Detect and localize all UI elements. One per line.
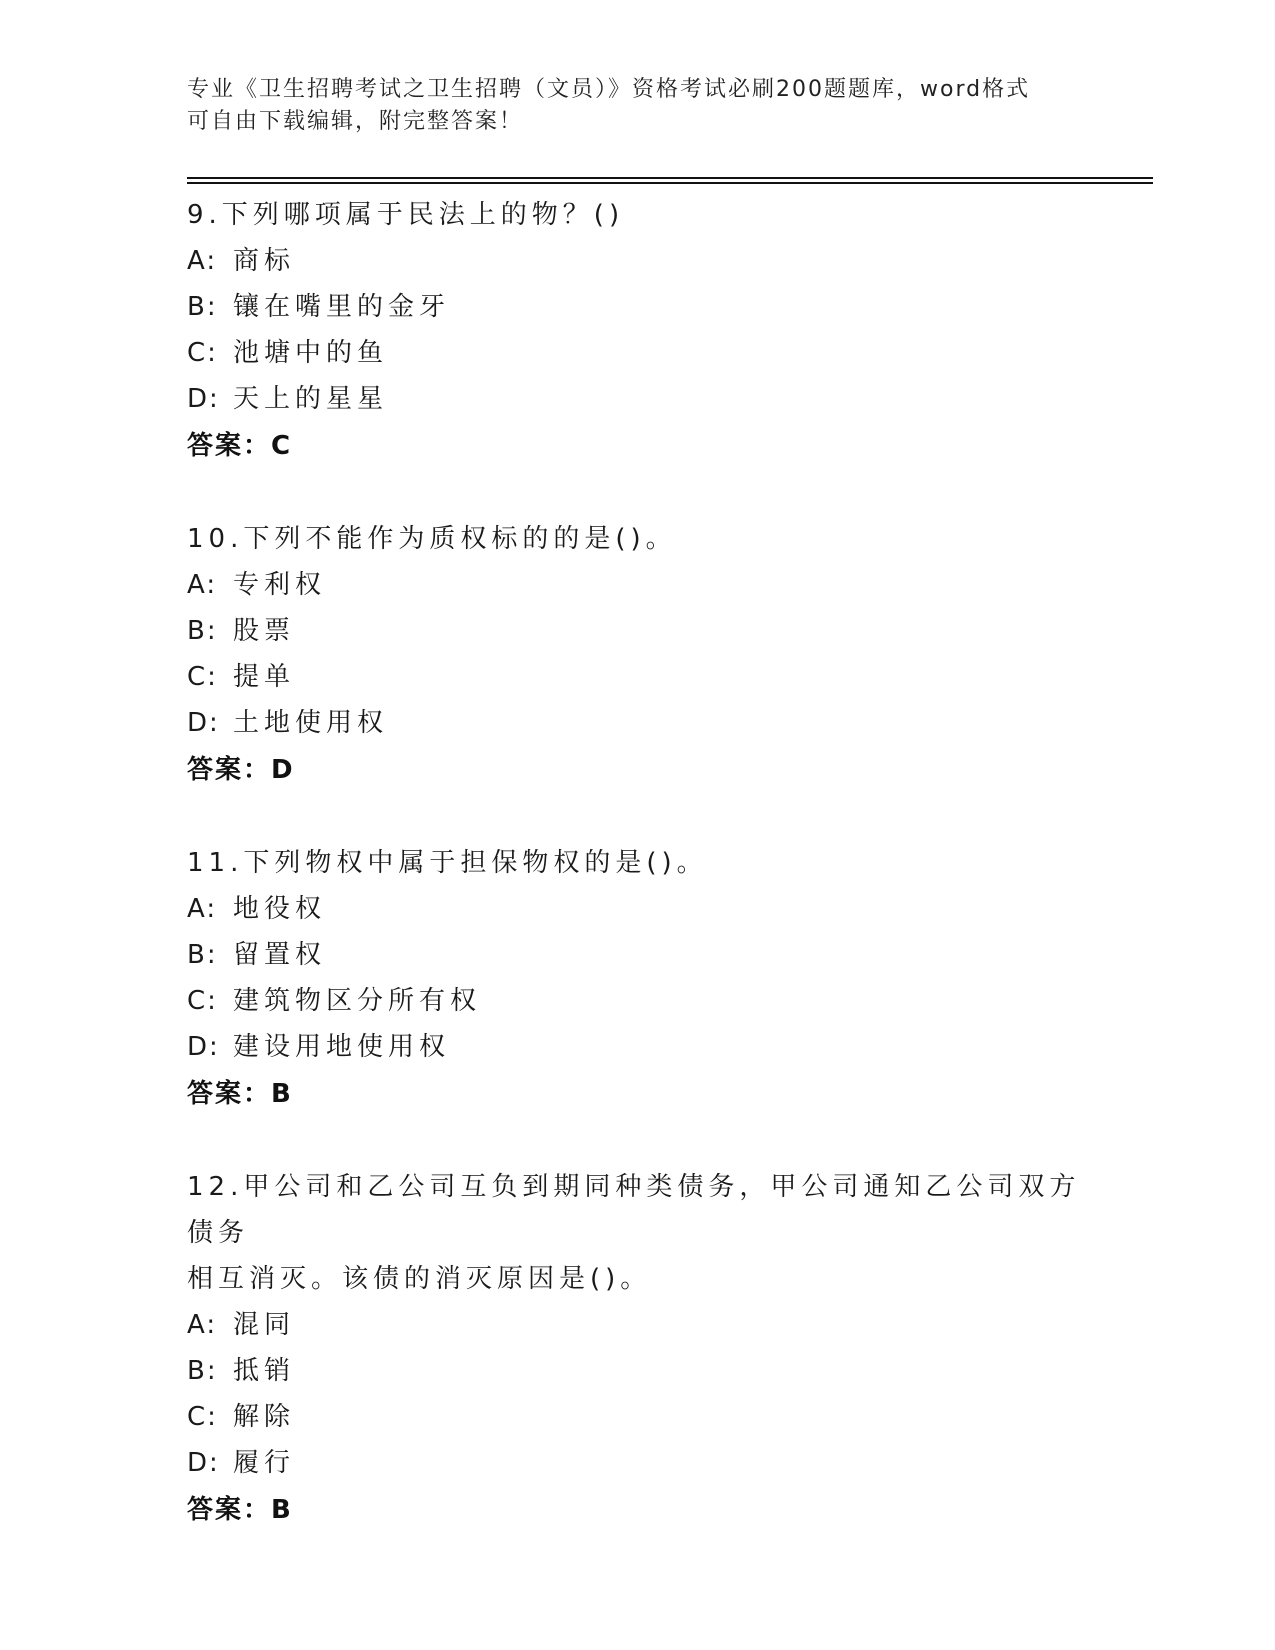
- option-text: 提单: [233, 662, 296, 692]
- document-header: [187, 74, 1087, 138]
- option-text: 混同: [233, 1310, 296, 1340]
- question-line: 9.下列哪项属于民法上的物？(): [187, 200, 625, 230]
- option-a: [187, 562, 1087, 608]
- option-letter: D:: [187, 708, 220, 738]
- question-block: [187, 192, 1087, 470]
- option-letter: D:: [187, 1448, 220, 1478]
- option-text: 土地使用权: [233, 708, 389, 738]
- option-text: 镶在嘴里的金牙: [233, 292, 451, 322]
- option-c: [187, 978, 1087, 1024]
- option-text: 解除: [233, 1402, 296, 1432]
- option-letter: B:: [187, 616, 218, 646]
- question-block: [187, 840, 1087, 1118]
- question-block: [187, 516, 1087, 794]
- option-text: 池塘中的鱼: [233, 338, 389, 368]
- answer-line: 答案：B: [187, 1079, 293, 1109]
- option-b: [187, 608, 1087, 654]
- option-letter: C:: [187, 1402, 218, 1432]
- option-text: 商标: [233, 246, 296, 276]
- header-divider-top: [187, 177, 1153, 179]
- option-text: 地役权: [233, 894, 327, 924]
- option-a: [187, 1302, 1087, 1348]
- option-letter: B:: [187, 940, 218, 970]
- option-letter: A:: [187, 1310, 218, 1340]
- answer-line: 答案：B: [187, 1495, 293, 1525]
- option-c: [187, 330, 1087, 376]
- option-letter: C:: [187, 338, 218, 368]
- option-d: [187, 1024, 1087, 1070]
- option-text: 专利权: [233, 570, 327, 600]
- option-a: [187, 886, 1087, 932]
- option-b: [187, 932, 1087, 978]
- question-block: [187, 1164, 1087, 1534]
- question-text: [187, 516, 1087, 562]
- option-text: 留置权: [233, 940, 327, 970]
- option-letter: C:: [187, 986, 218, 1016]
- option-text: 股票: [233, 616, 296, 646]
- option-d: [187, 700, 1087, 746]
- option-letter: B:: [187, 292, 218, 322]
- option-text: 天上的星星: [233, 384, 389, 414]
- question-text: [187, 1164, 1087, 1302]
- question-line: 10.下列不能作为质权标的的是()。: [187, 524, 677, 554]
- option-text: 建筑物区分所有权: [233, 986, 482, 1016]
- option-letter: A:: [187, 894, 218, 924]
- header-line-1: 专业《卫生招聘考试之卫生招聘（文员）》资格考试必刷200题题库，word格式: [187, 77, 1031, 102]
- option-letter: B:: [187, 1356, 218, 1386]
- question-line: 相互消灭。该债的消灭原因是()。: [187, 1264, 652, 1294]
- option-letter: D:: [187, 1032, 220, 1062]
- option-letter: A:: [187, 570, 218, 600]
- option-letter: C:: [187, 662, 218, 692]
- option-c: [187, 654, 1087, 700]
- question-list: [187, 192, 1087, 1580]
- option-text: 建设用地使用权: [233, 1032, 451, 1062]
- question-line: 11.下列物权中属于担保物权的是()。: [187, 848, 708, 878]
- option-letter: A:: [187, 246, 218, 276]
- option-c: [187, 1394, 1087, 1440]
- option-text: 抵销: [233, 1356, 296, 1386]
- question-line: 12.甲公司和乙公司互负到期同种类债务，甲公司通知乙公司双方债务: [187, 1172, 1081, 1248]
- header-divider-bottom: [187, 182, 1153, 184]
- answer-line: 答案：D: [187, 755, 295, 785]
- answer-line: 答案：C: [187, 431, 293, 461]
- option-b: [187, 1348, 1087, 1394]
- option-b: [187, 284, 1087, 330]
- header-line-2: 可自由下载编辑，附完整答案！: [187, 109, 524, 134]
- option-text: 履行: [233, 1448, 296, 1478]
- option-d: [187, 1440, 1087, 1486]
- option-a: [187, 238, 1087, 284]
- question-text: [187, 840, 1087, 886]
- option-d: [187, 376, 1087, 422]
- question-text: [187, 192, 1087, 238]
- option-letter: D:: [187, 384, 220, 414]
